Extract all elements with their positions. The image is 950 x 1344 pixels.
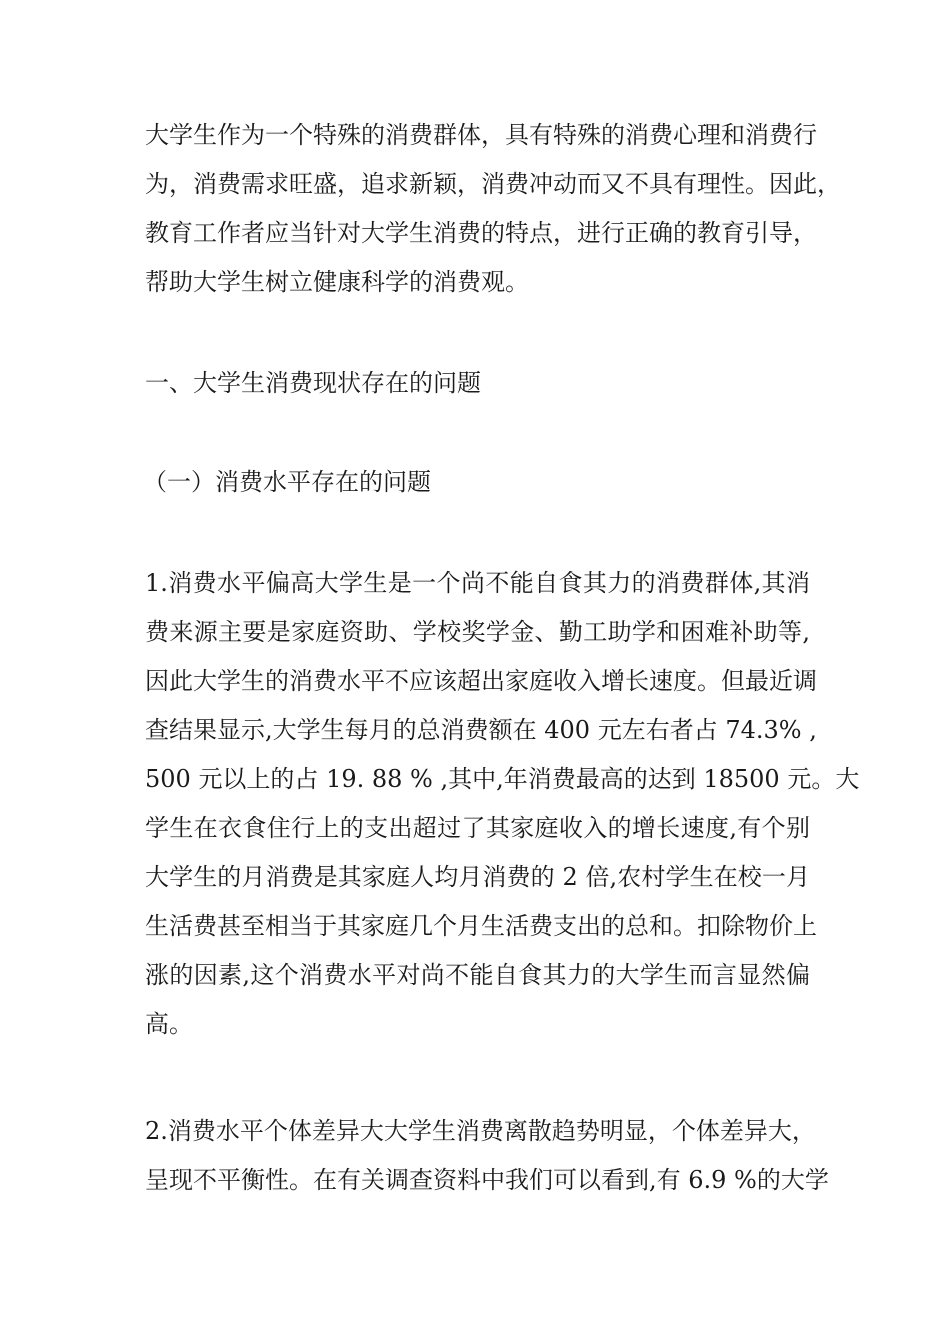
paragraph-1-line-2: 费来源主要是家庭资助、学校奖学金、勤工助学和困难补助等,	[145, 618, 810, 646]
paragraph-1-line-5: 500 元以上的占 19. 88 % ,其中,年消费最高的达到 18500 元。大	[145, 765, 860, 793]
paragraph-2-line-1: 2.消费水平个体差异大大学生消费离散趋势明显，个体差异大，	[145, 1117, 816, 1145]
paragraph-1-line-9: 涨的因素,这个消费水平对尚不能自食其力的大学生而言显然偏	[145, 961, 810, 989]
intro-line-4: 帮助大学生树立健康科学的消费观。	[145, 268, 529, 296]
paragraph-1-line-7: 大学生的月消费是其家庭人均月消费的 2 倍,农村学生在校一月	[145, 863, 810, 891]
paragraph-1-line-8: 生活费甚至相当于其家庭几个月生活费支出的总和。扣除物价上	[145, 912, 817, 940]
section-heading: 一、大学生消费现状存在的问题	[145, 369, 481, 397]
intro-line-3: 教育工作者应当针对大学生消费的特点，进行正确的教育引导，	[145, 219, 817, 247]
paragraph-1-line-10: 高。	[145, 1010, 193, 1038]
paragraph-1-line-3: 因此大学生的消费水平不应该超出家庭收入增长速度。但最近调	[145, 667, 817, 695]
intro-line-1: 大学生作为一个特殊的消费群体，具有特殊的消费心理和消费行	[145, 121, 817, 149]
paragraph-1-line-1: 1.消费水平偏高大学生是一个尚不能自食其力的消费群体,其消	[145, 569, 810, 597]
subsection-heading: （一）消费水平存在的问题	[143, 468, 431, 496]
paragraph-1-line-4: 查结果显示,大学生每月的总消费额在 400 元左右者占 74.3% ,	[145, 716, 817, 744]
paragraph-2-line-2: 呈现不平衡性。在有关调查资料中我们可以看到,有 6.9 %的大学	[145, 1166, 829, 1194]
paragraph-1-line-6: 学生在衣食住行上的支出超过了其家庭收入的增长速度,有个别	[145, 814, 810, 842]
intro-line-2: 为，消费需求旺盛，追求新颖，消费冲动而又不具有理性。因此，	[145, 170, 841, 198]
